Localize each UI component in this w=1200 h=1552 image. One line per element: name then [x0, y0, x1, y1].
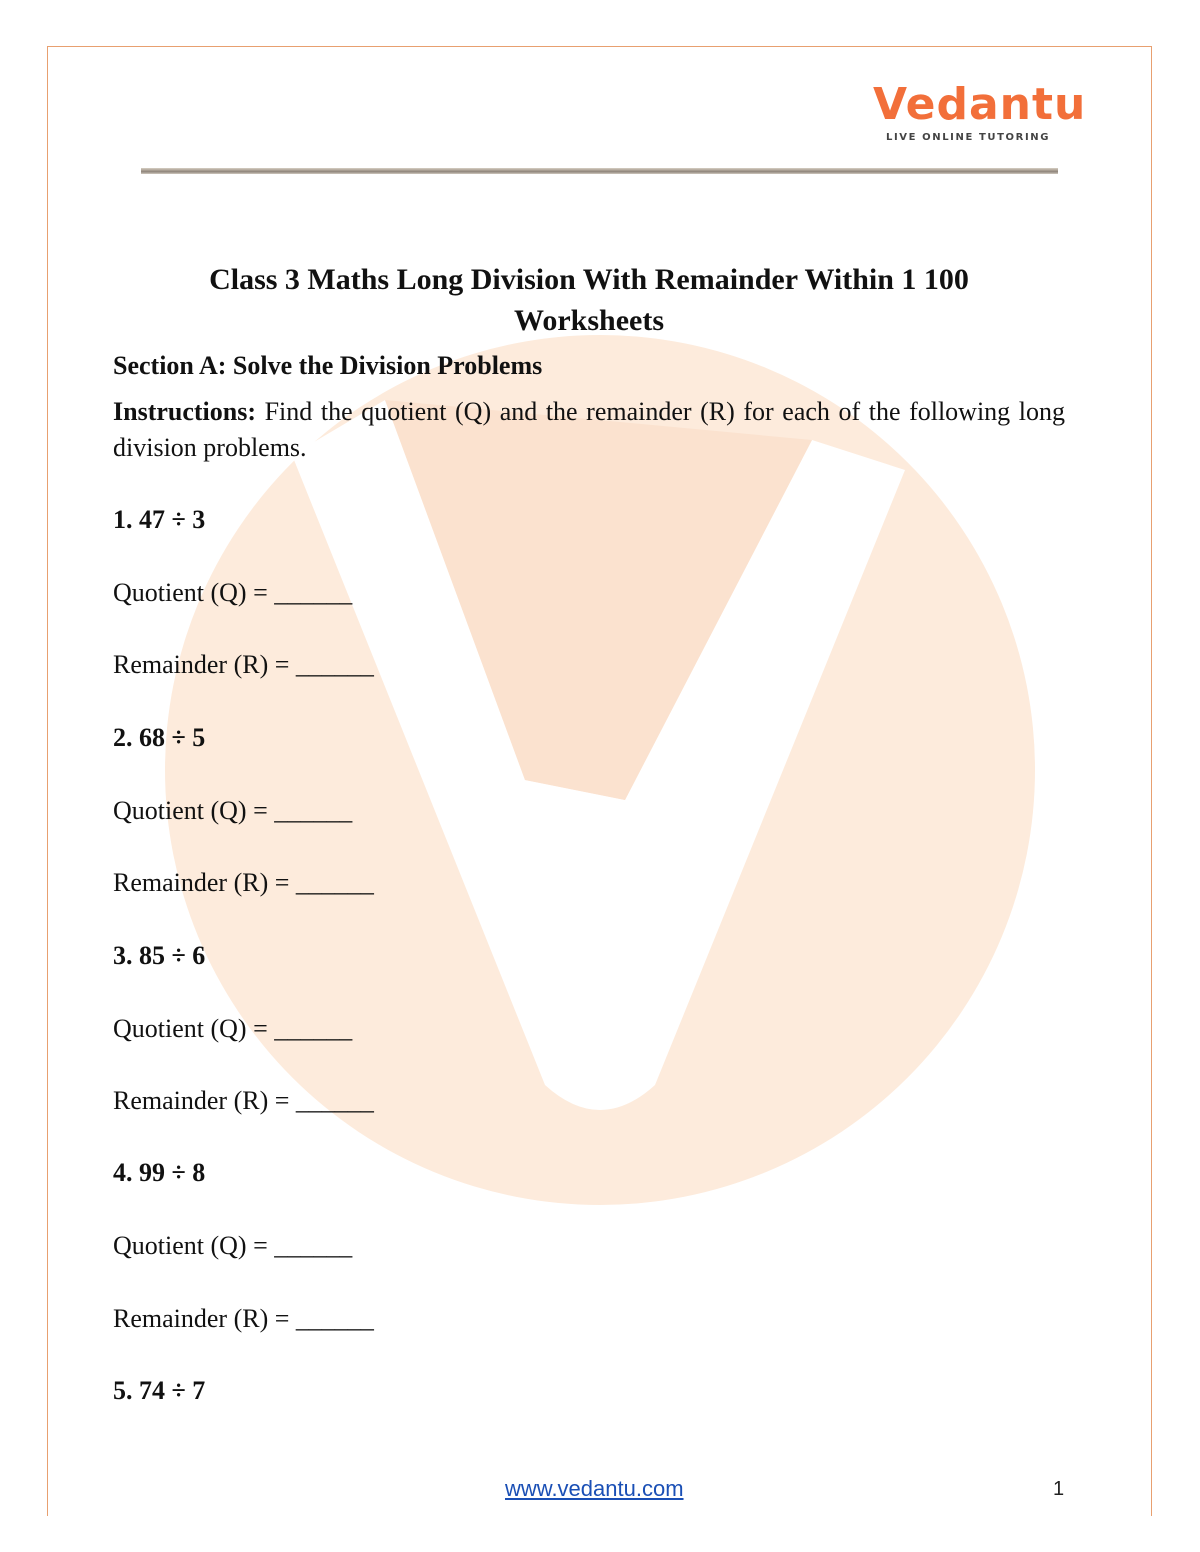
problem-1: 1. 47 ÷ 3	[113, 505, 206, 534]
problem-2-quotient: Quotient (Q) = ______	[113, 796, 353, 825]
footer-website-link[interactable]: www.vedantu.com	[505, 1476, 684, 1501]
instructions	[113, 394, 1065, 466]
title-line-1: Class 3 Maths Long Division With Remainder Within 1 100	[209, 263, 969, 296]
vedantu-logo	[873, 79, 1087, 150]
problem-3-quotient: Quotient (Q) = ______	[113, 1014, 353, 1043]
problem-4-quotient: Quotient (Q) = ______	[113, 1231, 353, 1260]
section-heading: Section A: Solve the Division Problems	[113, 351, 543, 380]
problem-1-quotient: Quotient (Q) = ______	[113, 578, 353, 607]
instructions-text: Find the quotient (Q) and the remainder (R) for each of the following long division problems.	[113, 397, 1065, 462]
logo-wordmark: Vedantu	[873, 79, 1087, 130]
problem-1-remainder: Remainder (R) = ______	[113, 650, 374, 679]
problem-3: 3. 85 ÷ 6	[113, 941, 206, 970]
worksheet-title	[113, 259, 1065, 341]
title-line-2: Worksheets	[514, 304, 664, 337]
problem-5: 5. 74 ÷ 7	[113, 1376, 206, 1405]
problem-2: 2. 68 ÷ 5	[113, 723, 206, 752]
problem-4: 4. 99 ÷ 8	[113, 1158, 206, 1187]
page-number: 1	[1053, 1478, 1065, 1500]
instructions-label: Instructions:	[113, 397, 257, 426]
problem-2-remainder: Remainder (R) = ______	[113, 868, 374, 897]
problem-3-remainder: Remainder (R) = ______	[113, 1086, 374, 1115]
header-divider	[141, 168, 1058, 174]
logo-tagline: LIVE ONLINE TUTORING	[886, 132, 1051, 143]
problem-4-remainder: Remainder (R) = ______	[113, 1304, 374, 1333]
